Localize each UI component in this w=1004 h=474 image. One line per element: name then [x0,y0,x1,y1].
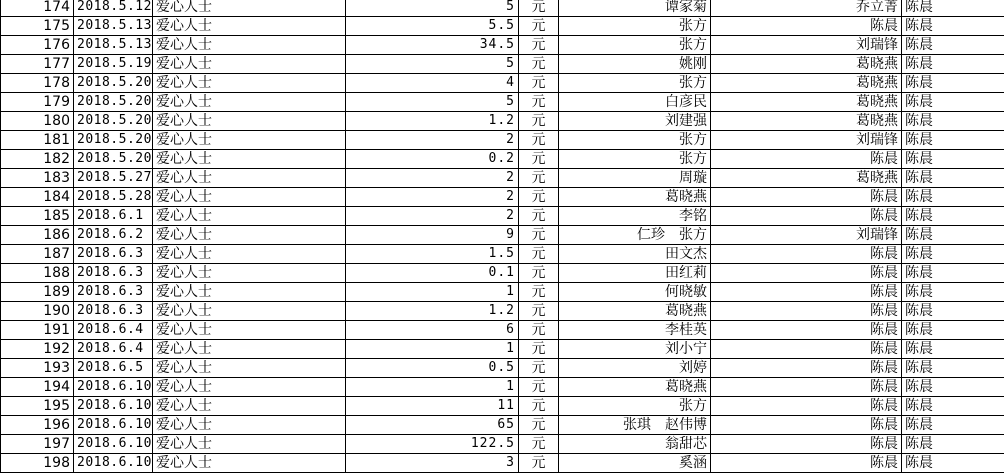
handler-cell[interactable]: 刘瑞锋 [711,226,902,245]
donor-cell[interactable]: 爱心人士 [153,74,346,93]
receiver-cell[interactable]: 张方 [559,131,711,150]
handler-cell[interactable]: 葛晓燕 [711,169,902,188]
handler-cell[interactable]: 陈晨 [711,17,902,36]
date-cell[interactable]: 2018.5.13 [74,17,153,36]
checker-cell[interactable]: 陈晨 [902,0,1004,17]
checker-cell[interactable]: 陈晨 [902,74,1004,93]
unit-cell[interactable]: 元 [519,74,559,93]
ledger-body [1,0,1004,473]
amount-cell[interactable]: 2 [346,169,519,188]
table-row [1,454,1004,473]
table-row [1,74,1004,93]
amount-cell[interactable]: 3 [346,454,519,473]
receiver-cell[interactable]: 田红莉 [559,264,711,283]
donor-cell[interactable]: 爱心人士 [153,283,346,302]
unit-cell[interactable]: 元 [519,55,559,74]
date-cell[interactable]: 2018.6.3 [74,302,153,321]
unit-cell[interactable]: 元 [519,93,559,112]
donor-cell[interactable]: 爱心人士 [153,378,346,397]
receiver-cell[interactable]: 葛晓燕 [559,378,711,397]
date-cell[interactable]: 2018.5.20 [74,93,153,112]
row-number-cell[interactable]: 194 [1,378,74,397]
donor-cell[interactable]: 爱心人士 [153,416,346,435]
unit-cell[interactable]: 元 [519,435,559,454]
handler-cell[interactable]: 陈晨 [711,397,902,416]
donor-cell[interactable]: 爱心人士 [153,226,346,245]
receiver-cell[interactable]: 张方 [559,150,711,169]
date-cell[interactable]: 2018.6.4 [74,340,153,359]
checker-cell[interactable]: 陈晨 [902,283,1004,302]
row-number-cell[interactable]: 181 [1,131,74,150]
receiver-cell[interactable]: 田文杰 [559,245,711,264]
unit-cell[interactable]: 元 [519,0,559,17]
row-number-cell[interactable]: 188 [1,264,74,283]
receiver-cell[interactable]: 刘小宁 [559,340,711,359]
table-row [1,17,1004,36]
donor-cell[interactable]: 爱心人士 [153,359,346,378]
handler-cell[interactable]: 陈晨 [711,321,902,340]
donor-cell[interactable]: 爱心人士 [153,397,346,416]
table-row [1,150,1004,169]
date-cell[interactable]: 2018.6.10 [74,397,153,416]
unit-cell[interactable]: 元 [519,359,559,378]
date-cell[interactable]: 2018.6.3 [74,264,153,283]
row-number-cell[interactable]: 174 [1,0,74,17]
donor-cell[interactable]: 爱心人士 [153,302,346,321]
handler-cell[interactable]: 陈晨 [711,302,902,321]
checker-cell[interactable]: 陈晨 [902,378,1004,397]
amount-cell[interactable]: 0.1 [346,264,519,283]
handler-cell[interactable]: 陈晨 [711,188,902,207]
donor-cell[interactable]: 爱心人士 [153,207,346,226]
donor-cell[interactable]: 爱心人士 [153,0,346,17]
checker-cell[interactable]: 陈晨 [902,340,1004,359]
table-row [1,0,1004,17]
handler-cell[interactable]: 陈晨 [711,245,902,264]
unit-cell[interactable]: 元 [519,188,559,207]
amount-cell[interactable]: 122.5 [346,435,519,454]
table-row [1,112,1004,131]
receiver-cell[interactable]: 葛晓燕 [559,302,711,321]
checker-cell[interactable]: 陈晨 [902,245,1004,264]
donor-cell[interactable]: 爱心人士 [153,340,346,359]
unit-cell[interactable]: 元 [519,302,559,321]
donor-cell[interactable]: 爱心人士 [153,245,346,264]
amount-cell[interactable]: 5 [346,93,519,112]
amount-cell[interactable]: 1.2 [346,302,519,321]
amount-cell[interactable]: 2 [346,188,519,207]
date-cell[interactable]: 2018.5.20 [74,131,153,150]
date-cell[interactable]: 2018.5.20 [74,150,153,169]
handler-cell[interactable]: 乔立菁 [711,0,902,17]
table-row [1,359,1004,378]
amount-cell[interactable]: 1 [346,340,519,359]
row-number-cell[interactable]: 180 [1,112,74,131]
date-cell[interactable]: 2018.5.12 [74,0,153,17]
donor-cell[interactable]: 爱心人士 [153,36,346,55]
donor-cell[interactable]: 爱心人士 [153,150,346,169]
unit-cell[interactable]: 元 [519,245,559,264]
row-number-cell[interactable]: 184 [1,188,74,207]
amount-cell[interactable]: 0.2 [346,150,519,169]
unit-cell[interactable]: 元 [519,416,559,435]
unit-cell[interactable]: 元 [519,321,559,340]
row-number-cell[interactable]: 195 [1,397,74,416]
donor-cell[interactable]: 爱心人士 [153,188,346,207]
unit-cell[interactable]: 元 [519,131,559,150]
row-number-cell[interactable]: 197 [1,435,74,454]
checker-cell[interactable]: 陈晨 [902,302,1004,321]
checker-cell[interactable]: 陈晨 [902,321,1004,340]
table-row [1,264,1004,283]
receiver-cell[interactable]: 谭家菊 [559,0,711,17]
handler-cell[interactable]: 陈晨 [711,264,902,283]
amount-cell[interactable]: 6 [346,321,519,340]
table-row [1,340,1004,359]
table-row [1,226,1004,245]
handler-cell[interactable]: 葛晓燕 [711,74,902,93]
amount-cell[interactable]: 0.5 [346,359,519,378]
amount-cell[interactable]: 11 [346,397,519,416]
donor-cell[interactable]: 爱心人士 [153,17,346,36]
handler-cell[interactable]: 陈晨 [711,207,902,226]
date-cell[interactable]: 2018.6.10 [74,454,153,473]
handler-cell[interactable]: 葛晓燕 [711,112,902,131]
date-cell[interactable]: 2018.5.20 [74,112,153,131]
checker-cell[interactable]: 陈晨 [902,17,1004,36]
checker-cell[interactable]: 陈晨 [902,188,1004,207]
table-row [1,302,1004,321]
row-number-cell[interactable]: 177 [1,55,74,74]
receiver-cell[interactable]: 姚刚 [559,55,711,74]
table-row [1,397,1004,416]
table-row [1,131,1004,150]
table-row [1,245,1004,264]
receiver-cell[interactable]: 李桂英 [559,321,711,340]
date-cell[interactable]: 2018.6.1 [74,207,153,226]
handler-cell[interactable]: 陈晨 [711,454,902,473]
checker-cell[interactable]: 陈晨 [902,150,1004,169]
receiver-cell[interactable]: 刘建强 [559,112,711,131]
checker-cell[interactable]: 陈晨 [902,169,1004,188]
row-number-cell[interactable]: 190 [1,302,74,321]
receiver-cell[interactable]: 张方 [559,74,711,93]
unit-cell[interactable]: 元 [519,207,559,226]
table-row [1,435,1004,454]
row-number-cell[interactable]: 193 [1,359,74,378]
amount-cell[interactable]: 1.5 [346,245,519,264]
amount-cell[interactable]: 1.2 [346,112,519,131]
row-number-cell[interactable]: 179 [1,93,74,112]
receiver-cell[interactable]: 奚涵 [559,454,711,473]
checker-cell[interactable]: 陈晨 [902,131,1004,150]
receiver-cell[interactable]: 刘婷 [559,359,711,378]
row-number-cell[interactable]: 176 [1,36,74,55]
checker-cell[interactable]: 陈晨 [902,55,1004,74]
row-number-cell[interactable]: 192 [1,340,74,359]
receiver-cell[interactable]: 李铭 [559,207,711,226]
unit-cell[interactable]: 元 [519,264,559,283]
receiver-cell[interactable]: 翁甜芯 [559,435,711,454]
unit-cell[interactable]: 元 [519,169,559,188]
checker-cell[interactable]: 陈晨 [902,397,1004,416]
row-number-cell[interactable]: 198 [1,454,74,473]
amount-cell[interactable]: 34.5 [346,36,519,55]
row-number-cell[interactable]: 183 [1,169,74,188]
checker-cell[interactable]: 陈晨 [902,226,1004,245]
donor-cell[interactable]: 爱心人士 [153,454,346,473]
date-cell[interactable]: 2018.6.3 [74,245,153,264]
amount-cell[interactable]: 9 [346,226,519,245]
donor-cell[interactable]: 爱心人士 [153,55,346,74]
receiver-cell[interactable]: 张方 [559,17,711,36]
date-cell[interactable]: 2018.5.13 [74,36,153,55]
row-number-cell[interactable]: 182 [1,150,74,169]
unit-cell[interactable]: 元 [519,378,559,397]
table-row [1,283,1004,302]
amount-cell[interactable]: 1 [346,283,519,302]
receiver-cell[interactable]: 张方 [559,36,711,55]
date-cell[interactable]: 2018.6.5 [74,359,153,378]
amount-cell[interactable]: 2 [346,131,519,150]
donor-cell[interactable]: 爱心人士 [153,169,346,188]
checker-cell[interactable]: 陈晨 [902,207,1004,226]
checker-cell[interactable]: 陈晨 [902,359,1004,378]
unit-cell[interactable]: 元 [519,397,559,416]
date-cell[interactable]: 2018.5.19 [74,55,153,74]
checker-cell[interactable]: 陈晨 [902,112,1004,131]
date-cell[interactable]: 2018.6.2 [74,226,153,245]
row-number-cell[interactable]: 189 [1,283,74,302]
table-row [1,378,1004,397]
date-cell[interactable]: 2018.5.27 [74,169,153,188]
amount-cell[interactable]: 1 [346,378,519,397]
receiver-cell[interactable]: 白彦民 [559,93,711,112]
row-number-cell[interactable]: 178 [1,74,74,93]
amount-cell[interactable]: 65 [346,416,519,435]
receiver-cell[interactable]: 葛晓燕 [559,188,711,207]
handler-cell[interactable]: 葛晓燕 [711,55,902,74]
amount-cell[interactable]: 5 [346,55,519,74]
table-row [1,207,1004,226]
unit-cell[interactable]: 元 [519,283,559,302]
date-cell[interactable]: 2018.6.4 [74,321,153,340]
checker-cell[interactable]: 陈晨 [902,264,1004,283]
date-cell[interactable]: 2018.6.3 [74,283,153,302]
handler-cell[interactable]: 葛晓燕 [711,93,902,112]
handler-cell[interactable]: 陈晨 [711,359,902,378]
date-cell[interactable]: 2018.5.20 [74,74,153,93]
receiver-cell[interactable]: 张琪 赵伟博 [559,416,711,435]
handler-cell[interactable]: 刘瑞锋 [711,131,902,150]
amount-cell[interactable]: 4 [346,74,519,93]
receiver-cell[interactable]: 何晓敏 [559,283,711,302]
row-number-cell[interactable]: 196 [1,416,74,435]
table-row [1,55,1004,74]
table-row [1,93,1004,112]
table-row [1,416,1004,435]
checker-cell[interactable]: 陈晨 [902,36,1004,55]
donor-cell[interactable]: 爱心人士 [153,93,346,112]
date-cell[interactable]: 2018.6.10 [74,435,153,454]
checker-cell[interactable]: 陈晨 [902,454,1004,473]
unit-cell[interactable]: 元 [519,454,559,473]
handler-cell[interactable]: 陈晨 [711,283,902,302]
row-number-cell[interactable]: 187 [1,245,74,264]
checker-cell[interactable]: 陈晨 [902,93,1004,112]
receiver-cell[interactable]: 仁珍 张方 [559,226,711,245]
unit-cell[interactable]: 元 [519,340,559,359]
table-row [1,169,1004,188]
handler-cell[interactable]: 陈晨 [711,340,902,359]
row-number-cell[interactable]: 175 [1,17,74,36]
table-row [1,36,1004,55]
handler-cell[interactable]: 刘瑞锋 [711,36,902,55]
unit-cell[interactable]: 元 [519,36,559,55]
date-cell[interactable]: 2018.6.10 [74,416,153,435]
row-number-cell[interactable]: 191 [1,321,74,340]
row-number-cell[interactable]: 185 [1,207,74,226]
handler-cell[interactable]: 陈晨 [711,150,902,169]
donor-cell[interactable]: 爱心人士 [153,264,346,283]
amount-cell[interactable]: 5 [346,0,519,17]
handler-cell[interactable]: 陈晨 [711,435,902,454]
unit-cell[interactable]: 元 [519,112,559,131]
donor-cell[interactable]: 爱心人士 [153,112,346,131]
receiver-cell[interactable]: 周璇 [559,169,711,188]
checker-cell[interactable]: 陈晨 [902,435,1004,454]
handler-cell[interactable]: 陈晨 [711,378,902,397]
date-cell[interactable]: 2018.5.28 [74,188,153,207]
donor-cell[interactable]: 爱心人士 [153,435,346,454]
unit-cell[interactable]: 元 [519,150,559,169]
unit-cell[interactable]: 元 [519,17,559,36]
checker-cell[interactable]: 陈晨 [902,416,1004,435]
table-row [1,188,1004,207]
donor-cell[interactable]: 爱心人士 [153,321,346,340]
receiver-cell[interactable]: 张方 [559,397,711,416]
unit-cell[interactable]: 元 [519,226,559,245]
amount-cell[interactable]: 5.5 [346,17,519,36]
donor-cell[interactable]: 爱心人士 [153,131,346,150]
amount-cell[interactable]: 2 [346,207,519,226]
row-number-cell[interactable]: 186 [1,226,74,245]
date-cell[interactable]: 2018.6.10 [74,378,153,397]
table-row [1,321,1004,340]
handler-cell[interactable]: 陈晨 [711,416,902,435]
